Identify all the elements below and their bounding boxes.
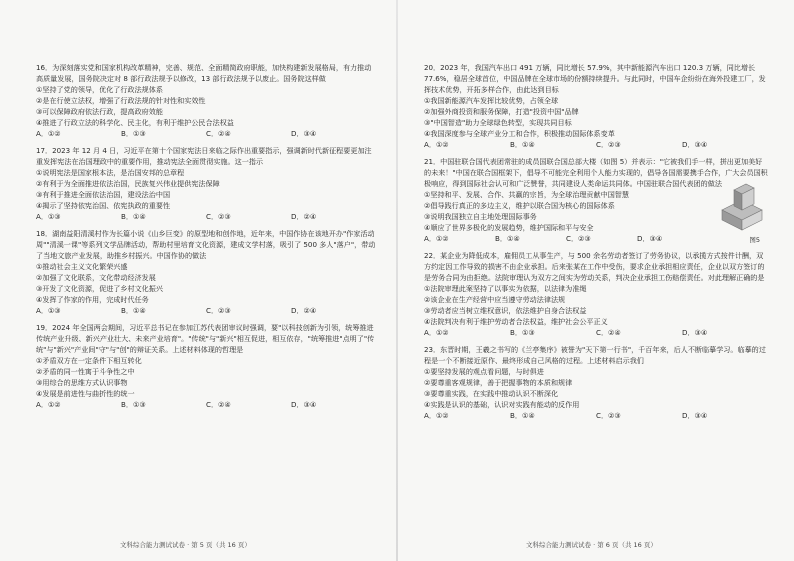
choice-d: D．③④	[291, 400, 317, 409]
choice-a: A．①②	[424, 328, 449, 337]
page-gutter	[396, 0, 398, 561]
page-footer: 文科综合能力测试试卷 · 第 6 页（共 16 页）	[526, 541, 657, 549]
left-page	[36, 62, 376, 561]
choice-c: C．②③	[206, 212, 231, 221]
choice-d: D．②④	[291, 306, 317, 315]
option: ①推动社会主义文化繁荣兴盛	[36, 262, 128, 271]
choice-c: C．②④	[206, 129, 231, 138]
option: ④揭示了坚持依宪治国、依宪执政的重要性	[36, 201, 171, 210]
option: ②有利于为全面推进依法治国，民族复兴伟业提供宪法保障	[36, 179, 220, 188]
option: ①法院审理此案坚持了以事实为依据，以法律为准绳	[424, 284, 587, 293]
option: ①矛盾双方在一定条件下相互转化	[36, 356, 142, 365]
answer-choices	[36, 211, 376, 222]
choice-b: B．①③	[510, 328, 535, 337]
option: ④推进了行政立法的科学化、民主化，有利于维护公民合法权益	[36, 118, 234, 127]
answer-choices	[424, 233, 708, 244]
answer-choices	[36, 128, 376, 139]
choice-a: A．①②	[424, 140, 449, 149]
question-stem: 20．2023 年，我国汽车出口 491 万辆，同比增长 57.9%，其中新能源汽车出口 120.3 万辆，同比增长 77.6%，稳居全球首位，中国品牌在全球市场的份额持续提升。与此同时，中国车企纷纷在海外投建工厂，发挥技术优势，开拓多样合作，由此达到目标	[424, 63, 766, 94]
choice-c: C．②④	[206, 400, 231, 409]
question-23	[424, 344, 768, 421]
question-stem: 16．为深刻落实党和国家机构改革精神，完善、规范、全面精简政府职能，加快构建新发展格局，有力推动高质量发展，国务院决定对 8 部行政法规予以修改，13 部行政法规予以废止。国务院这样做	[36, 63, 372, 83]
choice-d: D．②④	[291, 212, 317, 221]
building-figure	[716, 180, 768, 236]
question-20	[424, 62, 768, 150]
option: ③可以保障政府依法行政，提高政府效能	[36, 107, 163, 116]
option: ③劳动者应当树立维权意识，依法维护自身合法权益	[424, 306, 587, 315]
option: ④顺应了世界多极化的发展趋势，维护国际和平与安全	[424, 223, 594, 232]
option: ①坚持了党的领导，优化了行政法规体系	[36, 85, 163, 94]
option: ①坚持和平、发展、合作、共赢的宗旨，为全球治理贡献中国智慧	[424, 190, 629, 199]
choice-b: B．①④	[121, 306, 146, 315]
question-18	[36, 228, 376, 316]
option: ④发挥了作家的作用，完成时代任务	[36, 295, 149, 304]
question-22	[424, 250, 768, 338]
figure-label: 图5	[749, 236, 760, 244]
choice-a: A．①②	[424, 234, 449, 243]
page-footer: 文科综合能力测试试卷 · 第 5 页（共 16 页）	[120, 541, 251, 549]
option: ③开发了文化资源，促进了乡村文化振兴	[36, 284, 163, 293]
right-page	[424, 62, 768, 561]
option: ②要尊重客观规律，善于把握事物的本质和规律	[424, 378, 573, 387]
question-stem: 18．湖南益阳清溪村作为长篇小说《山乡巨变》的原型地和创作地，近年来，中国作协在该地开办"作家活动周""清溪一课"等系列文学品牌活动，帮助村里培育文化资源，建成文学村落，吸引了 500 多人"落户"，带动了当地文旅产业发展，助推乡村振兴。中国作协的做法	[36, 229, 376, 260]
question-stem: 19．2024 年全国两会期间，习近平总书记在参加江苏代表团审议时强调，要"以科技创新为引领，统筹推进传统产业升级、新兴产业壮大、未来产业培育"。"传统"与"新兴"相互促进，相互依存，"统筹推进"点明了"传统"与"新兴"产业间"守"与"创"的辩证关系。上述材料体现的哲理是	[36, 323, 375, 354]
choice-a: A．①②	[36, 400, 61, 409]
choice-b: B．①④	[495, 234, 520, 243]
question-16	[36, 62, 376, 139]
option: ②是在行使立法权，增强了行政法规的针对性和实效性	[36, 96, 206, 105]
option: ②矛盾的同一性寓于斗争性之中	[36, 367, 135, 376]
choice-c: C．②③	[206, 306, 231, 315]
choice-d: D．③④	[682, 328, 708, 337]
choice-b: B．①③	[121, 400, 146, 409]
option: ③要尊重实践，在实践中推动认识不断深化	[424, 389, 559, 398]
option: ④我国深度参与全球产业分工和合作，积极推动国际体系变革	[424, 129, 615, 138]
option: ③"中国智造"助力全球绿色转型，实现共同目标	[424, 118, 572, 127]
question-stem: 21．中国驻联合国代表团常驻的成员国联合国总部大楼（如图 5）并表示："它被我们手一样，拼出更加美好的未来！"中国在联合国框架下，倡导不可能完全利用个人能力实现的，倡导各国需要携手合作，广大会员国积极响应，得到国际社会认可和广泛赞誉，共同建设人类命运共同体。中国驻联合国代表团的做法	[424, 157, 768, 188]
choice-c: C．②③	[596, 140, 621, 149]
question-17	[36, 145, 376, 222]
choice-a: A．①③	[36, 212, 61, 221]
choice-b: B．①④	[510, 411, 535, 420]
option: ③用综合的思维方式认识事物	[36, 378, 128, 387]
choice-a: A．①②	[424, 411, 449, 420]
option: ②倡导践行真正的多边主义，维护以联合国为核心的国际体系	[424, 201, 615, 210]
option: ③有利于推进全面依法治国，建设法治中国	[36, 190, 171, 199]
question-stem: 22．某企业为降低成本，雇佣员工从事生产，与 500 余名劳动者签订了劳务协议，以承揽方式按件计酬，双方约定因工作导致的损害不由企业承担。后来张某在工作中受伤，要求企业承担相应责任，企业以双方签订的是劳务合同为由拒绝。法院审理认为双方之间实为劳动关系，判决企业承担工伤赔偿责任。对此理解正确的是	[424, 251, 765, 282]
option: ③说明我国独立自主地处理国际事务	[424, 212, 537, 221]
answer-choices	[424, 410, 768, 421]
choice-c: C．②④	[596, 328, 621, 337]
choice-d: D．③④	[682, 140, 708, 149]
choice-c: C．②③	[566, 234, 591, 243]
answer-choices	[424, 139, 768, 150]
choice-d: D．③④	[637, 234, 663, 243]
answer-choices	[36, 305, 376, 316]
option: ①说明宪法是国家根本法，是治国安邦的总章程	[36, 168, 185, 177]
question-21	[424, 156, 768, 244]
option: ②该企业在生产经营中应当遵守劳动法律法规	[424, 295, 566, 304]
option: ④实践是认识的基础，认识对实践有能动的反作用	[424, 400, 580, 409]
choice-b: B．①④	[510, 140, 535, 149]
option: ④法院判决有利于维护劳动者合法权益，维护社会公平正义	[424, 317, 608, 326]
choice-d: D．③④	[682, 411, 708, 420]
question-stem: 23．东晋时期，王羲之书写的《兰亭集序》被誉为"天下第一行书"，千百年来，后人不断临摹学习。临摹的过程是一个不断接近原作、最终形成自己风格的过程。上述材料启示我们	[424, 345, 766, 365]
question-stem: 17．2023 年 12 月 4 日，习近平在第十个国家宪法日来临之际作出重要指示，强调新时代新征程要更加注重发挥宪法在治国理政中的重要作用，推动宪法全面贯彻实施。这一指示	[36, 146, 372, 166]
choice-b: B．①④	[121, 212, 146, 221]
choice-d: D．③④	[291, 129, 317, 138]
option: ②加强了文化联系，文化带动经济发展	[36, 273, 156, 282]
answer-choices	[424, 327, 768, 338]
option: ①我国新能源汽车发挥比较优势，占领全球	[424, 96, 559, 105]
option: ①要坚持发展的观点看问题，与时俱进	[424, 367, 544, 376]
option: ②加强外商投资和服务保障，打造"投资中国"品牌	[424, 107, 579, 116]
question-19	[36, 322, 376, 410]
choice-a: A．①②	[36, 129, 61, 138]
choice-a: A．①③	[36, 306, 61, 315]
option: ④发展是前进性与曲折性的统一	[36, 389, 135, 398]
choice-b: B．①③	[121, 129, 146, 138]
choice-c: C．②③	[596, 411, 621, 420]
answer-choices	[36, 399, 376, 410]
